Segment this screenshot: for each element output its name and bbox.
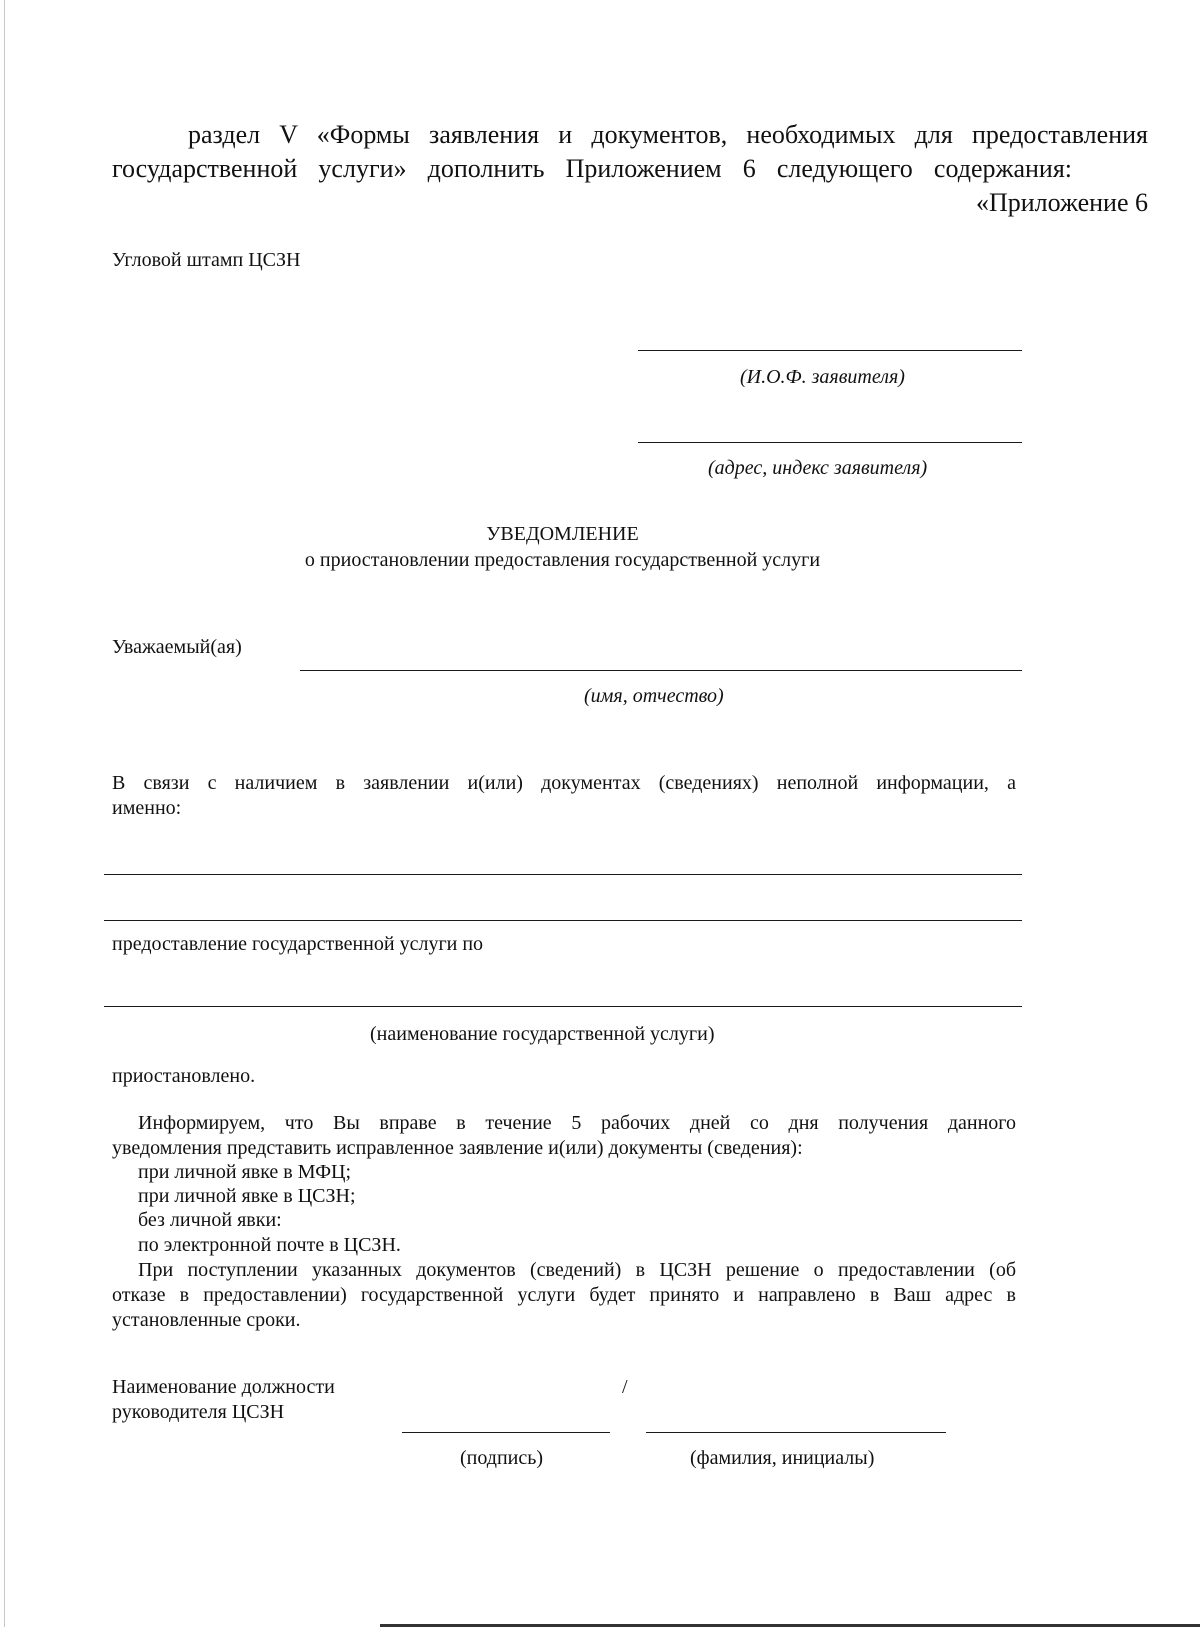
info-paragraph-2-line-2: отказе в предоставлении) государственной услуги будет принято и направлено в Ваш адрес в [112,1284,1016,1306]
reason-line-2: именно: [112,797,182,819]
info-paragraph-2-line-1: При поступлении указанных документов (сведений) в ЦСЗН решение о предоставлении (об [138,1259,1016,1281]
header-line-1: раздел V «Формы заявления и документов, необходимых для предоставления [188,120,1148,149]
scan-margin-line [4,0,5,1627]
applicant-address-caption: (адрес, индекс заявителя) [708,457,928,479]
applicant-name-caption: (И.О.Ф. заявителя) [740,366,905,388]
signatory-name-caption: (фамилия, инициалы) [690,1447,875,1469]
greeting-name-line [300,670,1022,671]
greeting-name-caption: (имя, отчество) [584,685,724,707]
reason-line-1: В связи с наличием в заявлении и(или) документах (сведениях) неполной информации, а [112,772,1016,794]
applicant-address-line [638,442,1022,443]
reason-fill-line-2 [104,920,1022,921]
appendix-label: «Приложение 6 [975,188,1148,217]
header-line-2: государственной услуги» дополнить Приложением 6 следующего содержания: [112,154,1072,183]
info-item-3: без личной явки: [138,1209,282,1231]
signature-caption: (подпись) [460,1447,544,1469]
reason-fill-line-1 [104,874,1022,875]
signature-separator: / [622,1376,628,1398]
info-paragraph-1-line-2: уведомления представить исправленное заявление и(или) документы (сведения): [112,1137,803,1159]
greeting-label: Уважаемый(ая) [112,636,242,658]
service-name-caption: (наименование государственной услуги) [370,1023,715,1045]
notice-subtitle: о приостановлении предоставления государственной услуги [304,549,821,571]
signatory-name-line [646,1432,946,1433]
service-label: предоставление государственной услуги по [112,933,484,955]
signatory-position-line-1: Наименование должности [112,1376,335,1398]
info-paragraph-1-line-1: Информируем, что Вы вправе в течение 5 рабочих дней со дня получения данного [138,1112,1016,1134]
signature-line [402,1432,610,1433]
info-paragraph-2-line-3: установленные сроки. [112,1309,301,1331]
info-item-1: при личной явке в МФЦ; [138,1161,352,1183]
corner-stamp-label: Угловой штамп ЦСЗН [112,249,301,271]
info-item-4: по электронной почте в ЦСЗН. [138,1234,401,1256]
suspended-text: приостановлено. [112,1065,256,1087]
notice-title: УВЕДОМЛЕНИЕ [486,523,639,545]
signatory-position-line-2: руководителя ЦСЗН [112,1401,285,1423]
info-item-2: при личной явке в ЦСЗН; [138,1185,356,1207]
applicant-name-line [638,350,1022,351]
service-name-line [104,1006,1022,1007]
